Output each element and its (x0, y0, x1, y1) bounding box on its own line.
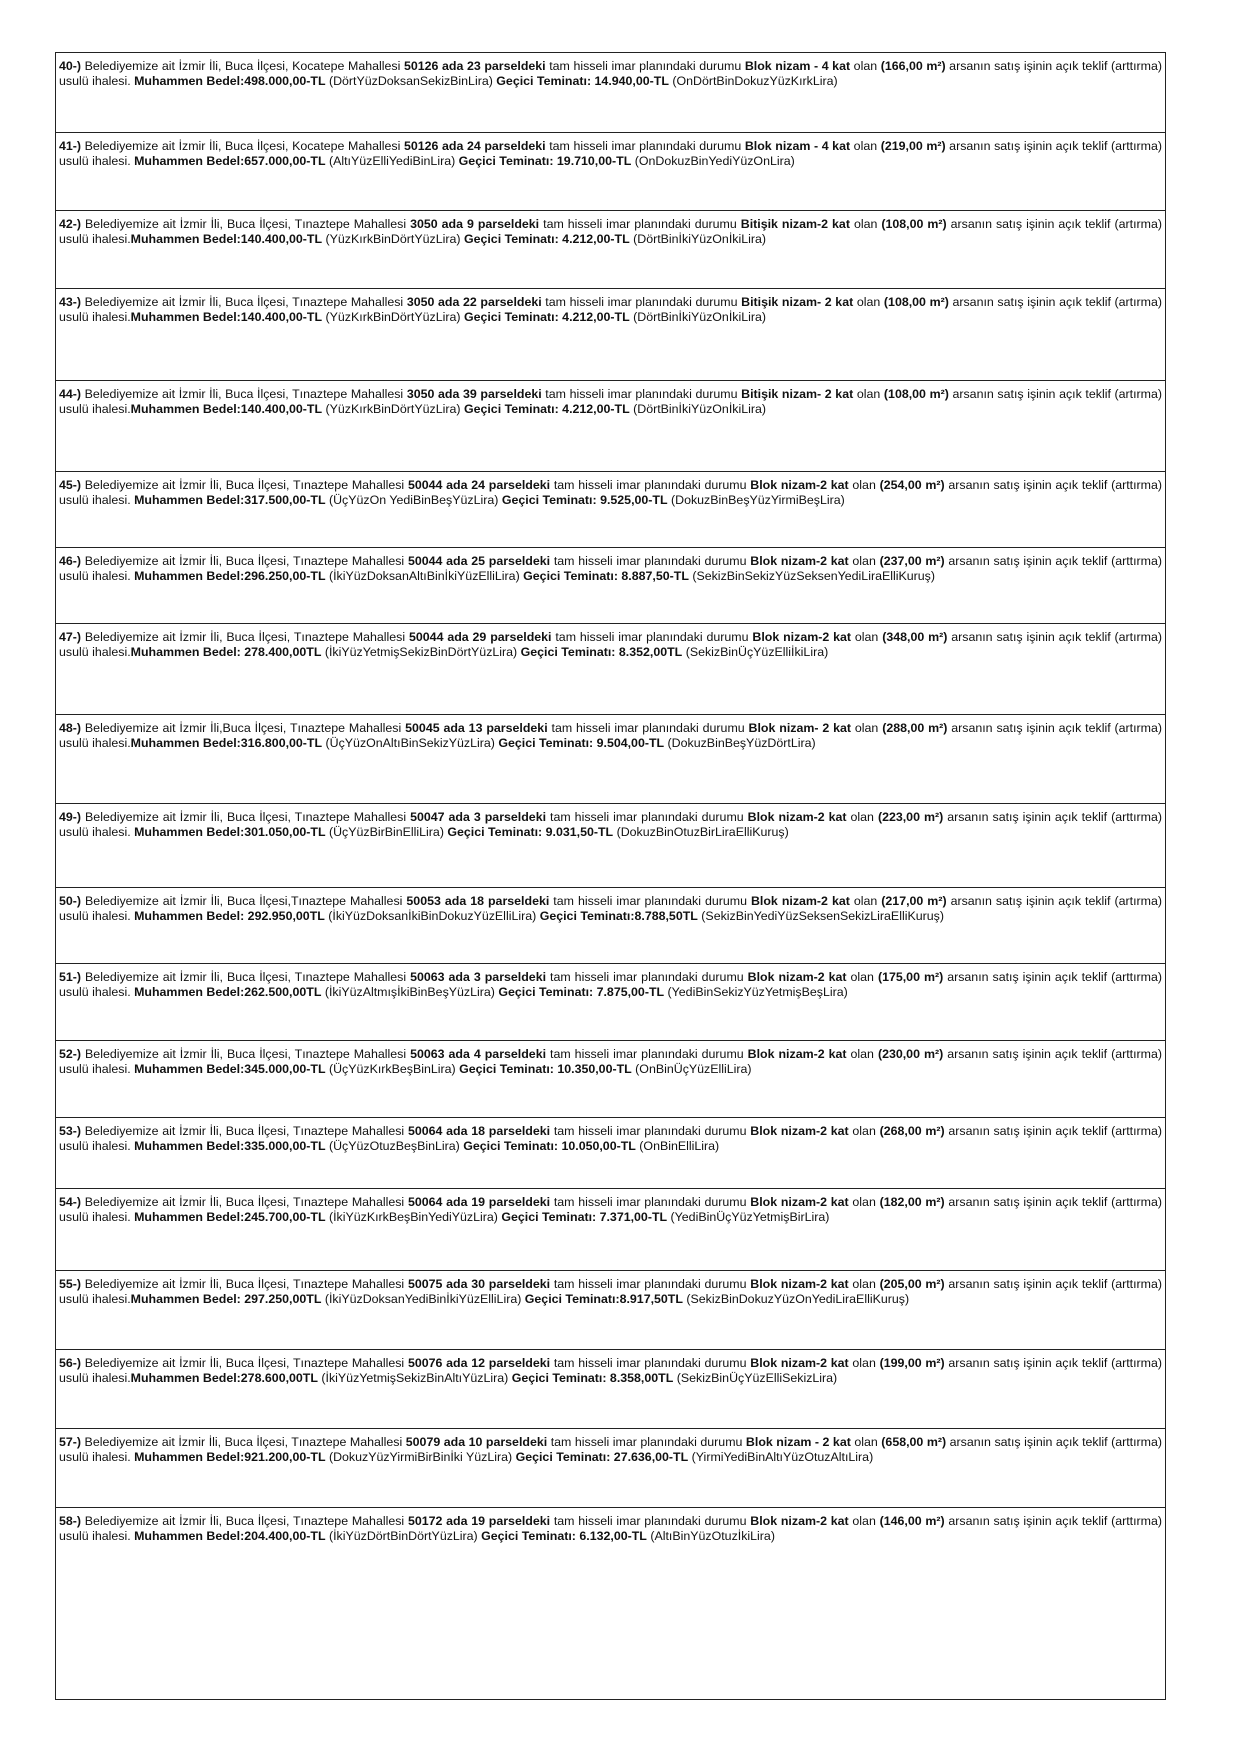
area-value: (175,00 m²) (877, 970, 944, 984)
area-value: (268,00 m²) (879, 1124, 945, 1138)
item-number: 51-) (59, 970, 82, 984)
auction-item-row (56, 132, 1165, 210)
item-text: arsanın satış işinin açık teklif (arttırma) usulü ihalesi. (59, 478, 1163, 508)
item-text: olan (848, 1124, 880, 1138)
deposit-in-words: (OnDokuzBinYediYüzOnLira) (631, 154, 795, 169)
appraised-price: Muhammen Bedel:245.700,00-TL (134, 1210, 326, 1225)
deposit-amount: Geçici Teminatı: 4.212,00-TL (463, 232, 630, 247)
price-in-words: (İkiYüzYetmişSekizBinDörtYüzLira) (321, 645, 521, 660)
auction-item-text (59, 478, 1162, 508)
appraised-price: Muhammen Bedel: 297.250,00TL (130, 1292, 322, 1307)
area-value: (166,00 m²) (880, 59, 946, 73)
auction-item-row (56, 288, 1165, 380)
item-text: arsanın satış işinin açık teklif (arttırma) usulü ihalesi. (59, 810, 1163, 840)
auction-item-row (56, 1117, 1165, 1188)
auction-item-row (56, 1188, 1165, 1270)
item-number: 44-) (59, 387, 82, 401)
item-text: olan (853, 387, 884, 401)
deposit-in-words: (YediBinÜçYüzYetmişBirLira) (667, 1210, 830, 1225)
auction-item-text (59, 721, 1162, 751)
item-text: olan (850, 139, 881, 153)
item-text: tam hisseli imar planındaki durumu (550, 554, 751, 568)
price-in-words: (İkiYüzDörtBinDörtYüzLira) (325, 1529, 482, 1544)
zoning-info: Bitişik nizam- 2 kat (741, 387, 854, 401)
item-number: 52-) (59, 1047, 82, 1061)
item-text: Belediyemize ait İzmir İli, Buca İlçesi, Kocatepe Mahallesi (81, 139, 404, 153)
item-text: arsanın satış işinin açık teklif (arttırma) usulü ihalesi. (59, 554, 1163, 584)
auction-item-row (56, 53, 1165, 132)
item-number: 41-) (59, 139, 82, 153)
item-text: Belediyemize ait İzmir İli, Buca İlçesi, Tınaztepe Mahallesi (81, 1277, 408, 1291)
area-value: (199,00 m²) (879, 1356, 945, 1370)
item-text: arsanın satış işinin açık teklif (arttırma) usulü ihalesi. (59, 1124, 1163, 1154)
auction-item-row (56, 547, 1165, 623)
parcel-ref: 50079 ada 10 parseldeki (405, 1435, 548, 1449)
auction-item-text (59, 1047, 1162, 1077)
item-text: Belediyemize ait İzmir İli, Buca İlçesi, Tınaztepe Mahallesi (81, 387, 407, 401)
deposit-amount: Geçici Teminatı: 10.350,00-TL (459, 1062, 632, 1077)
item-text: olan (846, 970, 878, 984)
price-in-words: (ÜçYüzOn YediBinBeşYüzLira) (325, 493, 502, 508)
price-in-words: (İkiYüzDoksanAltıBinİkiYüzElliLira) (325, 569, 524, 584)
item-number: 57-) (59, 1435, 82, 1449)
price-in-words: (İkiYüzYetmişSekizBinAltıYüzLira) (317, 1371, 512, 1386)
item-text: Belediyemize ait İzmir İli, Buca İlçesi, Tınaztepe Mahallesi (81, 1195, 408, 1209)
deposit-amount: Geçici Teminatı: 14.940,00-TL (496, 74, 669, 89)
parcel-ref: 50075 ada 30 parseldeki (407, 1277, 551, 1291)
auction-item-text (59, 59, 1162, 89)
deposit-amount: Geçici Teminatı: 8.352,00TL (520, 645, 683, 660)
area-value: (237,00 m²) (879, 554, 945, 568)
item-text: olan (850, 59, 881, 73)
zoning-info: Blok nizam-2 kat (750, 554, 849, 568)
item-text: Belediyemize ait İzmir İli, Buca İlçesi, Tınaztepe Mahallesi (81, 1435, 406, 1449)
area-value: (108,00 m²) (881, 217, 947, 231)
deposit-amount: Geçici Teminatı:8.917,50TL (524, 1292, 683, 1307)
auction-item-row (56, 1507, 1165, 1701)
item-text: Belediyemize ait İzmir İli, Buca İlçesi, Tınaztepe Mahallesi (81, 970, 411, 984)
item-text: tam hisseli imar planındaki durumu (546, 1047, 748, 1061)
item-text: olan (853, 295, 884, 309)
appraised-price: Muhammen Bedel:278.600,00TL (130, 1371, 318, 1386)
parcel-ref: 50126 ada 24 parseldeki (403, 139, 546, 153)
item-text: olan (848, 554, 880, 568)
price-in-words: (YüzKırkBinDörtYüzLira) (322, 232, 464, 247)
deposit-in-words: (OnBinÜçYüzElliLira) (631, 1062, 752, 1077)
area-value: (108,00 m²) (883, 387, 949, 401)
area-value: (108,00 m²) (883, 295, 949, 309)
price-in-words: (İkiYüzDoksanYediBinİkiYüzElliLira) (321, 1292, 525, 1307)
auction-item-text (59, 139, 1162, 169)
item-text: arsanın satış işinin açık teklif (arttırma) usulü ihalesi. (59, 1356, 1163, 1386)
item-text: arsanın satış işinin açık teklif (arttırma) usulü ihalesi. (59, 139, 1162, 169)
zoning-info: Bitişik nizam-2 kat (740, 217, 850, 231)
item-text: tam hisseli imar planındaki durumu (550, 1514, 751, 1528)
appraised-price: Muhammen Bedel:140.400,00-TL (130, 310, 323, 325)
auction-item-row (56, 1040, 1165, 1117)
zoning-info: Blok nizam-2 kat (747, 810, 847, 824)
item-text: Belediyemize ait İzmir İli, Buca İlçesi,Tınaztepe Mahallesi (81, 894, 407, 908)
parcel-ref: 50063 ada 3 parseldeki (410, 970, 547, 984)
item-number: 54-) (59, 1195, 82, 1209)
item-number: 48-) (59, 721, 82, 735)
item-text: arsanın satış işinin açık teklif (artırma) usulü ihalesi. (59, 630, 1163, 660)
auction-item-text (59, 1124, 1162, 1154)
deposit-amount: Geçici Teminatı: 9.031,50-TL (447, 825, 614, 840)
deposit-in-words: (DokuzBinBeşYüzDörtLira) (664, 736, 816, 751)
deposit-in-words: (YirmiYediBinAltıYüzOtuzAltıLira) (688, 1450, 874, 1465)
deposit-amount: Geçici Teminatı: 7.371,00-TL (501, 1210, 668, 1225)
area-value: (658,00 m²) (881, 1435, 947, 1449)
appraised-price: Muhammen Bedel:657.000,00-TL (134, 154, 326, 169)
item-text: tam hisseli imar planındaki durumu (550, 478, 751, 492)
item-text: tam hisseli imar planındaki durumu (550, 1124, 751, 1138)
deposit-in-words: (SekizBinDokuzYüzOnYediLiraElliKuruş) (682, 1292, 910, 1307)
auction-item-row (56, 1349, 1165, 1428)
item-text: tam hisseli imar planındaki durumu (549, 894, 751, 908)
item-text: tam hisseli imar planındaki durumu (550, 1277, 751, 1291)
item-text: arsanın satış işinin açık teklif (arttırma) usulü ihalesi. (59, 970, 1163, 1000)
price-in-words: (ÜçYüzBirBinElliLira) (325, 825, 448, 840)
item-text: olan (849, 894, 882, 908)
item-text: tam hisseli imar planındaki durumu (546, 970, 748, 984)
item-text: tam hisseli imar planındaki durumu (547, 1435, 746, 1449)
item-text: arsanın satış işinin açık teklif (artırma) usulü ihalesi. (59, 894, 1162, 924)
item-text: tam hisseli imar planındaki durumu (551, 630, 753, 644)
deposit-in-words: (SekizBinÜçYüzElliSekizLira) (673, 1371, 838, 1386)
auction-item-text (59, 810, 1162, 840)
zoning-info: Blok nizam-2 kat (747, 1047, 847, 1061)
item-text: tam hisseli imar planındaki durumu (539, 217, 741, 231)
auction-item-row (56, 471, 1165, 547)
deposit-amount: Geçici Teminatı: 4.212,00-TL (463, 402, 630, 417)
item-number: 42-) (59, 217, 82, 231)
item-text: Belediyemize ait İzmir İli, Buca İlçesi, Tınaztepe Mahallesi (81, 630, 409, 644)
deposit-amount: Geçici Teminatı: 10.050,00-TL (463, 1139, 636, 1154)
item-text: tam hisseli imar planındaki durumu (550, 1356, 751, 1370)
item-text: Belediyemize ait İzmir İli, Buca İlçesi, Tınaztepe Mahallesi (81, 1356, 408, 1370)
item-number: 58-) (59, 1514, 82, 1528)
price-in-words: (YüzKırkBinDörtYüzLira) (322, 310, 464, 325)
deposit-amount: Geçici Teminatı: 19.710,00-TL (458, 154, 632, 169)
parcel-ref: 50076 ada 12 parseldeki (407, 1356, 551, 1370)
deposit-in-words: (OnBinElliLira) (635, 1139, 720, 1154)
item-text: tam hisseli imar planındaki durumu (541, 387, 742, 401)
item-number: 47-) (59, 630, 82, 644)
item-text: olan (848, 478, 880, 492)
auction-item-text (59, 387, 1162, 417)
zoning-info: Blok nizam-2 kat (747, 970, 847, 984)
zoning-info: Blok nizam-2 kat (750, 1124, 849, 1138)
item-text: olan (848, 1514, 880, 1528)
item-text: Belediyemize ait İzmir İli, Buca İlçesi, Tınaztepe Mahallesi (81, 1047, 411, 1061)
deposit-in-words: (SekizBinYediYüzSeksenSekizLiraElliKuruş) (697, 909, 944, 924)
zoning-info: Bitişik nizam- 2 kat (741, 295, 854, 309)
auction-item-row (56, 1270, 1165, 1349)
item-text: olan (848, 1195, 880, 1209)
auction-item-text (59, 1356, 1162, 1386)
area-value: (205,00 m²) (879, 1277, 945, 1291)
item-number: 56-) (59, 1356, 82, 1370)
area-value: (219,00 m²) (880, 139, 946, 153)
price-in-words: (ÜçYüzOnAltıBinSekizYüzLira) (322, 736, 499, 751)
zoning-info: Blok nizam-2 kat (750, 1356, 849, 1370)
deposit-amount: Geçici Teminatı: 4.212,00-TL (463, 310, 630, 325)
item-text: arsanın satış işinin açık teklif (arttırma) usulü ihalesi. (59, 1047, 1163, 1077)
item-text: Belediyemize ait İzmir İli, Buca İlçesi, Tınaztepe Mahallesi (81, 478, 408, 492)
item-text: Belediyemize ait İzmir İli, Buca İlçesi, Tınaztepe Mahallesi (81, 217, 411, 231)
item-number: 43-) (59, 295, 82, 309)
parcel-ref: 3050 ada 39 parseldeki (406, 387, 542, 401)
zoning-info: Blok nizam-2 kat (750, 894, 850, 908)
auction-item-row (56, 1428, 1165, 1507)
item-text: olan (846, 1047, 878, 1061)
deposit-in-words: (DokuzBinOtuzBirLiraElliKuruş) (613, 825, 789, 840)
item-text: tam hisseli imar planındaki durumu (545, 139, 745, 153)
appraised-price: Muhammen Bedel:204.400,00-TL (134, 1529, 326, 1544)
item-text: tam hisseli imar planındaki durumu (547, 721, 749, 735)
deposit-amount: Geçici Teminatı: 7.875,00-TL (498, 985, 665, 1000)
auction-item-text (59, 1195, 1162, 1225)
item-text: olan (850, 1435, 882, 1449)
price-in-words: (İkiYüzDoksanİkiBinDokuzYüzElliLira) (324, 909, 540, 924)
item-text: arsanın satış işinin açık teklif (arttırma) usulü ihalesi. (59, 1195, 1163, 1225)
appraised-price: Muhammen Bedel:262.500,00TL (134, 985, 322, 1000)
deposit-amount: Geçici Teminatı: 9.525,00-TL (501, 493, 668, 508)
parcel-ref: 50044 ada 25 parseldeki (407, 554, 551, 568)
auction-item-text (59, 970, 1162, 1000)
auction-item-row (56, 623, 1165, 714)
deposit-in-words: (SekizBinÜçYüzElliİkiLira) (682, 645, 829, 660)
area-value: (223,00 m²) (877, 810, 944, 824)
deposit-amount: Geçici Teminatı: 8.358,00TL (511, 1371, 674, 1386)
price-in-words: (ÜçYüzOtuzBeşBinLira) (325, 1139, 464, 1154)
parcel-ref: 50064 ada 18 parseldeki (407, 1124, 551, 1138)
item-text: olan (848, 1277, 880, 1291)
appraised-price: Muhammen Bedel: 278.400,00TL (130, 645, 322, 660)
deposit-amount: Geçici Teminatı: 6.132,00-TL (481, 1529, 647, 1544)
item-text: Belediyemize ait İzmir İli, Buca İlçesi, Tınaztepe Mahallesi (81, 554, 408, 568)
item-text: tam hisseli imar planındaki durumu (550, 1195, 751, 1209)
item-number: 49-) (59, 810, 82, 824)
parcel-ref: 50053 ada 18 parseldeki (406, 894, 550, 908)
parcel-ref: 50064 ada 19 parseldeki (407, 1195, 551, 1209)
auction-item-text (59, 295, 1162, 325)
parcel-ref: 3050 ada 9 parseldeki (410, 217, 540, 231)
price-in-words: (İkiYüzAltmışİkiBinBeşYüzLira) (321, 985, 499, 1000)
item-text: tam hisseli imar planındaki durumu (541, 295, 742, 309)
item-number: 46-) (59, 554, 82, 568)
appraised-price: Muhammen Bedel:498.000,00-TL (134, 74, 326, 89)
price-in-words: (DokuzYüzYirmiBirBinİki YüzLira) (325, 1450, 516, 1465)
deposit-amount: Geçici Teminatı: 9.504,00-TL (498, 736, 665, 751)
appraised-price: Muhammen Bedel: 292.950,00TL (134, 909, 325, 924)
item-text: olan (851, 630, 883, 644)
parcel-ref: 50063 ada 4 parseldeki (410, 1047, 547, 1061)
zoning-info: Blok nizam-2 kat (750, 1514, 849, 1528)
deposit-in-words: (DörtBinİkiYüzOnİkiLira) (629, 402, 767, 417)
appraised-price: Muhammen Bedel:316.800,00-TL (130, 736, 323, 751)
deposit-in-words: (DörtBinİkiYüzOnİkiLira) (629, 310, 767, 325)
parcel-ref: 50126 ada 23 parseldeki (403, 59, 546, 73)
parcel-ref: 50044 ada 24 parseldeki (407, 478, 551, 492)
auction-item-text (59, 217, 1162, 247)
auction-item-row (56, 380, 1165, 471)
zoning-info: Blok nizam-2 kat (750, 1277, 849, 1291)
parcel-ref: 50172 ada 19 parseldeki (407, 1514, 551, 1528)
auction-item-text (59, 630, 1162, 660)
item-text: tam hisseli imar planındaki durumu (545, 59, 745, 73)
auction-item-text (59, 1514, 1162, 1544)
appraised-price: Muhammen Bedel:335.000,00-TL (134, 1139, 326, 1154)
item-text: arsanın satış işinin açık teklif (arttırma) usulü ihalesi. (59, 59, 1162, 89)
item-number: 53-) (59, 1124, 82, 1138)
item-text: Belediyemize ait İzmir İli, Buca İlçesi, Tınaztepe Mahallesi (81, 1124, 408, 1138)
auction-item-text (59, 1435, 1162, 1465)
item-text: olan (851, 721, 883, 735)
zoning-info: Blok nizam-2 kat (750, 478, 849, 492)
deposit-amount: Geçici Teminatı: 8.887,50-TL (523, 569, 689, 584)
item-text: olan (848, 1356, 880, 1370)
auction-item-row (56, 210, 1165, 288)
item-text: olan (846, 810, 878, 824)
parcel-ref: 50044 ada 29 parseldeki (409, 630, 552, 644)
parcel-ref: 3050 ada 22 parseldeki (406, 295, 542, 309)
zoning-info: Blok nizam-2 kat (752, 630, 852, 644)
price-in-words: (YüzKırkBinDörtYüzLira) (322, 402, 464, 417)
item-text: Belediyemize ait İzmir İli, Buca İlçesi, Tınaztepe Mahallesi (81, 1514, 408, 1528)
auction-item-row (56, 714, 1165, 803)
parcel-ref: 50047 ada 3 parseldeki (410, 810, 547, 824)
item-text: arsanın satış işinin açık teklif (artırma) usulü ihalesi. (59, 721, 1163, 751)
item-number: 40-) (59, 59, 82, 73)
price-in-words: (İkiYüzKırkBeşBinYediYüzLira) (325, 1210, 502, 1225)
auction-listing-table (55, 52, 1166, 1700)
appraised-price: Muhammen Bedel:301.050,00-TL (134, 825, 326, 840)
deposit-in-words: (DokuzBinBeşYüzYirmiBeşLira) (667, 493, 845, 508)
area-value: (217,00 m²) (881, 894, 947, 908)
zoning-info: Blok nizam - 4 kat (744, 59, 851, 73)
parcel-ref: 50045 ada 13 parseldeki (405, 721, 548, 735)
deposit-in-words: (SekizBinSekizYüzSeksenYediLiraElliKuruş) (688, 569, 935, 584)
item-text: arsanın satış işinin açık teklif (artırma) usulü ihalesi. (59, 217, 1162, 247)
item-text: olan (849, 217, 882, 231)
auction-item-text (59, 894, 1162, 924)
auction-item-text (59, 554, 1162, 584)
appraised-price: Muhammen Bedel:317.500,00-TL (134, 493, 326, 508)
area-value: (182,00 m²) (879, 1195, 945, 1209)
item-text: tam hisseli imar planındaki durumu (546, 810, 748, 824)
area-value: (230,00 m²) (877, 1047, 944, 1061)
item-text: Belediyemize ait İzmir İli,Buca İlçesi, Tınaztepe Mahallesi (81, 721, 406, 735)
zoning-info: Blok nizam- 2 kat (748, 721, 852, 735)
auction-item-text (59, 1277, 1162, 1307)
appraised-price: Muhammen Bedel:345.000,00-TL (134, 1062, 326, 1077)
zoning-info: Blok nizam-2 kat (750, 1195, 849, 1209)
auction-item-row (56, 963, 1165, 1040)
item-text: arsanın satış işinin açık teklif (arttırma) usulü ihalesi. (59, 1435, 1163, 1465)
zoning-info: Blok nizam - 2 kat (745, 1435, 851, 1449)
zoning-info: Blok nizam - 4 kat (744, 139, 851, 153)
item-text: arsanın satış işinin açık teklif (artırma) usulü ihalesi. (59, 295, 1163, 325)
item-text: arsanın satış işinin açık teklif (arttırma) usulü ihalesi. (59, 1514, 1163, 1544)
appraised-price: Muhammen Bedel:140.400,00-TL (130, 232, 323, 247)
appraised-price: Muhammen Bedel:140.400,00-TL (130, 402, 323, 417)
deposit-amount: Geçici Teminatı:8.788,50TL (539, 909, 698, 924)
item-text: Belediyemize ait İzmir İli, Buca İlçesi, Tınaztepe Mahallesi (81, 810, 411, 824)
area-value: (288,00 m²) (882, 721, 948, 735)
item-text: arsanın satış işinin açık teklif (artırma) usulü ihalesi. (59, 387, 1163, 417)
area-value: (348,00 m²) (882, 630, 948, 644)
item-text: Belediyemize ait İzmir İli, Buca İlçesi, Kocatepe Mahallesi (81, 59, 404, 73)
auction-item-row (56, 803, 1165, 887)
deposit-in-words: (DörtBinİkiYüzOnİkiLira) (629, 232, 767, 247)
item-number: 50-) (59, 894, 82, 908)
item-number: 45-) (59, 478, 82, 492)
item-text: arsanın satış işinin açık teklif (arttırma) usulü ihalesi. (59, 1277, 1163, 1307)
price-in-words: (ÜçYüzKırkBeşBinLira) (325, 1062, 460, 1077)
appraised-price: Muhammen Bedel:921.200,00-TL (134, 1450, 326, 1465)
appraised-price: Muhammen Bedel:296.250,00-TL (134, 569, 326, 584)
area-value: (146,00 m²) (879, 1514, 945, 1528)
price-in-words: (AltıYüzElliYediBinLira) (325, 154, 459, 169)
deposit-amount: Geçici Teminatı: 27.636,00-TL (515, 1450, 689, 1465)
item-text: Belediyemize ait İzmir İli, Buca İlçesi, Tınaztepe Mahallesi (81, 295, 407, 309)
deposit-in-words: (AltıBinYüzOtuzİkiLira) (646, 1529, 775, 1544)
deposit-in-words: (OnDörtBinDokuzYüzKırkLira) (668, 74, 838, 89)
price-in-words: (DörtYüzDoksanSekizBinLira) (325, 74, 497, 89)
auction-item-row (56, 887, 1165, 963)
area-value: (254,00 m²) (879, 478, 945, 492)
item-number: 55-) (59, 1277, 82, 1291)
deposit-in-words: (YediBinSekizYüzYetmişBeşLira) (664, 985, 848, 1000)
